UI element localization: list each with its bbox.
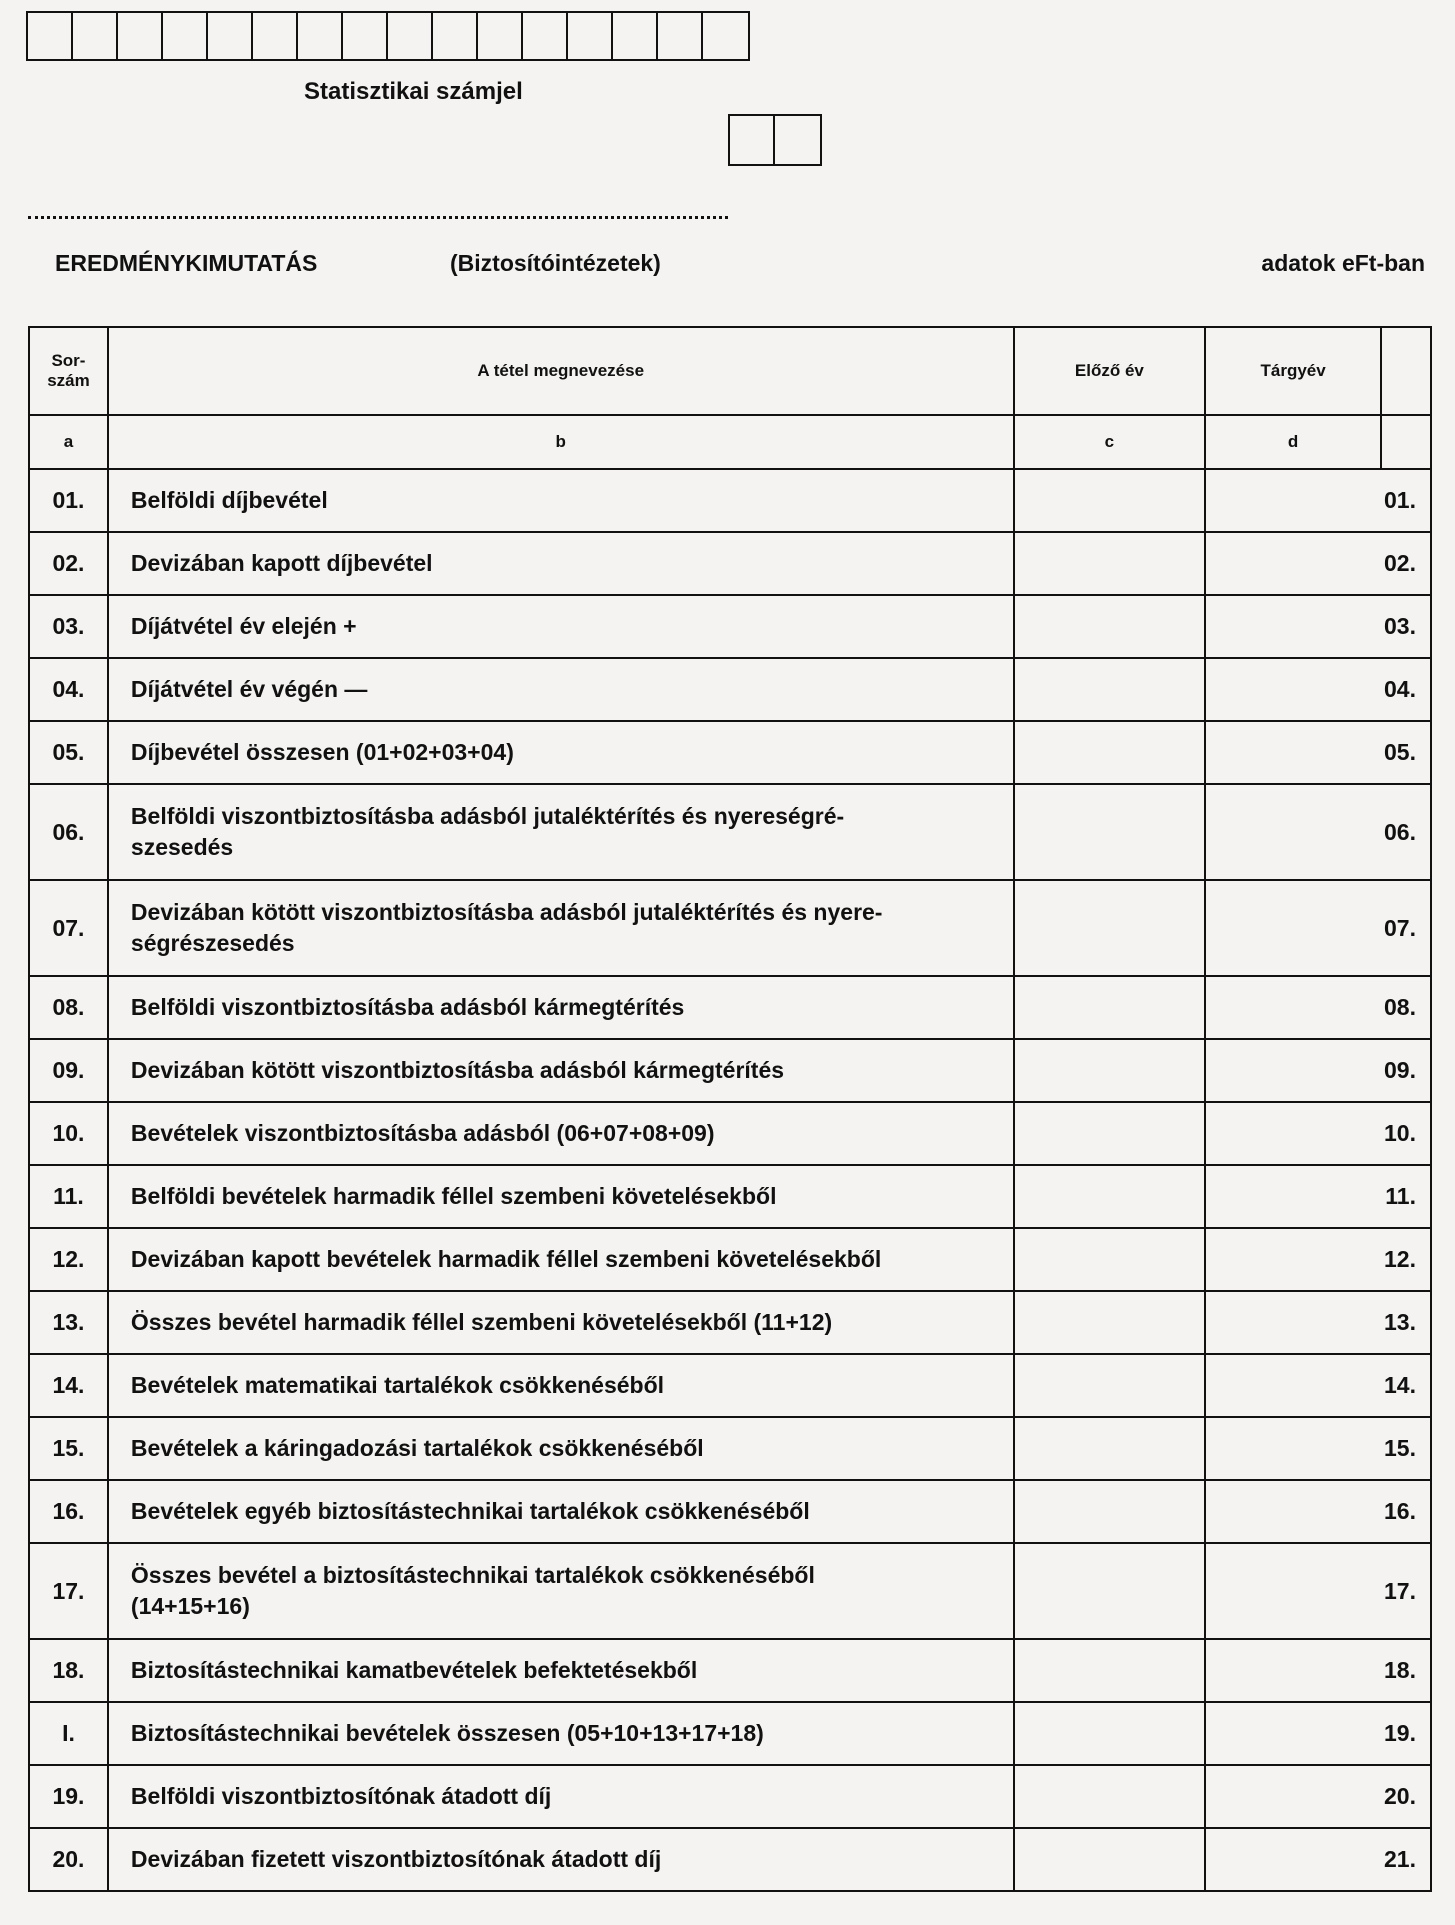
digit-box[interactable]: [388, 13, 433, 59]
row-number: 10.: [29, 1102, 108, 1165]
row-number-right: 16.: [1381, 1480, 1431, 1543]
table-row: [29, 1480, 1431, 1543]
table-row: [29, 1102, 1431, 1165]
row-label: Devizában kapott bevételek harmadik féllel szembeni követelésekből: [108, 1228, 1014, 1291]
previous-year-cell[interactable]: [1014, 1543, 1206, 1639]
current-year-cell[interactable]: [1205, 658, 1381, 721]
row-number: 07.: [29, 880, 108, 976]
row-label: Összes bevétel a biztosítástechnikai tartalékok csökkenéséből (14+15+16): [108, 1543, 1014, 1639]
row-label: Bevételek egyéb biztosítástechnikai tartalékok csökkenéséből: [108, 1480, 1014, 1543]
current-year-cell[interactable]: [1205, 1102, 1381, 1165]
row-label: Belföldi díjbevétel: [108, 469, 1014, 532]
row-label: Devizában kötött viszontbiztosításba adásból kármegtérítés: [108, 1039, 1014, 1102]
page-title: EREDMÉNYKIMUTATÁS: [55, 250, 318, 276]
row-number: 09.: [29, 1039, 108, 1102]
previous-year-cell[interactable]: [1014, 658, 1206, 721]
current-year-cell[interactable]: [1205, 1039, 1381, 1102]
row-number: 06.: [29, 784, 108, 880]
column-header-previous-year: Előző év: [1014, 327, 1206, 415]
digit-box[interactable]: [568, 13, 613, 59]
digit-box[interactable]: [208, 13, 253, 59]
digit-box[interactable]: [73, 13, 118, 59]
row-number-right: 12.: [1381, 1228, 1431, 1291]
digit-box[interactable]: [478, 13, 523, 59]
table-row: [29, 1543, 1431, 1639]
current-year-cell[interactable]: [1205, 1639, 1381, 1702]
digit-box[interactable]: [253, 13, 298, 59]
current-year-cell[interactable]: [1205, 1417, 1381, 1480]
current-year-cell[interactable]: [1205, 1354, 1381, 1417]
table-row: [29, 1828, 1431, 1891]
statistical-number-label: Statisztikai számjel: [304, 78, 523, 105]
small-code-boxes: [728, 114, 822, 166]
row-label: Devizában kapott díjbevétel: [108, 532, 1014, 595]
row-number-right: 21.: [1381, 1828, 1431, 1891]
row-number-right: 04.: [1381, 658, 1431, 721]
row-number-right: 19.: [1381, 1702, 1431, 1765]
row-number-right: 03.: [1381, 595, 1431, 658]
row-label: Díjátvétel év végén —: [108, 658, 1014, 721]
table-row: [29, 1228, 1431, 1291]
previous-year-cell[interactable]: [1014, 1228, 1206, 1291]
row-label: Devizában fizetett viszontbiztosítónak átadott díj: [108, 1828, 1014, 1891]
table-row: [29, 469, 1431, 532]
current-year-cell[interactable]: [1205, 1543, 1381, 1639]
dotted-name-line[interactable]: [28, 216, 728, 219]
row-label: Belföldi viszontbiztosításba adásból jutaléktérítés és nyereségré- szesedés: [108, 784, 1014, 880]
current-year-cell[interactable]: [1205, 1480, 1381, 1543]
previous-year-cell[interactable]: [1014, 784, 1206, 880]
previous-year-cell[interactable]: [1014, 1702, 1206, 1765]
table-row: [29, 595, 1431, 658]
row-number: 11.: [29, 1165, 108, 1228]
row-label: Díjátvétel év elején +: [108, 595, 1014, 658]
row-number-right: 08.: [1381, 976, 1431, 1039]
current-year-cell[interactable]: [1205, 595, 1381, 658]
row-number-right: 20.: [1381, 1765, 1431, 1828]
current-year-cell[interactable]: [1205, 1765, 1381, 1828]
row-label: Díjbevétel összesen (01+02+03+04): [108, 721, 1014, 784]
row-label: Belföldi viszontbiztosításba adásból kármegtérítés: [108, 976, 1014, 1039]
table-row: [29, 658, 1431, 721]
row-number: 02.: [29, 532, 108, 595]
table-row: [29, 1417, 1431, 1480]
row-number: 15.: [29, 1417, 108, 1480]
previous-year-cell[interactable]: [1014, 1639, 1206, 1702]
page-subtitle: (Biztosítóintézetek): [450, 250, 661, 276]
column-header-right: [1381, 327, 1431, 415]
digit-box[interactable]: [433, 13, 478, 59]
column-letter-c: c: [1014, 415, 1206, 469]
current-year-cell[interactable]: [1205, 1291, 1381, 1354]
row-number: 20.: [29, 1828, 108, 1891]
row-number: 08.: [29, 976, 108, 1039]
row-label: Bevételek matematikai tartalékok csökkenéséből: [108, 1354, 1014, 1417]
table-row: [29, 1291, 1431, 1354]
row-number-right: 14.: [1381, 1354, 1431, 1417]
column-letter-right: [1381, 415, 1431, 469]
row-label: Devizában kötött viszontbiztosításba adásból jutaléktérítés és nyere- ségrészesedés: [108, 880, 1014, 976]
column-header-current-year: Tárgyév: [1205, 327, 1381, 415]
row-number: 05.: [29, 721, 108, 784]
digit-box[interactable]: [298, 13, 343, 59]
digit-box[interactable]: [730, 116, 775, 164]
table-row: [29, 721, 1431, 784]
previous-year-cell[interactable]: [1014, 976, 1206, 1039]
table-row: [29, 1039, 1431, 1102]
current-year-cell[interactable]: [1205, 1228, 1381, 1291]
previous-year-cell[interactable]: [1014, 469, 1206, 532]
row-number-right: 11.: [1381, 1165, 1431, 1228]
digit-box[interactable]: [118, 13, 163, 59]
row-label: Bevételek viszontbiztosításba adásból (06+07+08+09): [108, 1102, 1014, 1165]
row-label: Biztosítástechnikai kamatbevételek befektetésekből: [108, 1639, 1014, 1702]
row-number: I.: [29, 1702, 108, 1765]
row-number-right: 07.: [1381, 880, 1431, 976]
row-number-right: 09.: [1381, 1039, 1431, 1102]
current-year-cell[interactable]: [1205, 784, 1381, 880]
row-label: Összes bevétel harmadik féllel szembeni követelésekből (11+12): [108, 1291, 1014, 1354]
current-year-cell[interactable]: [1205, 1702, 1381, 1765]
row-number-right: 10.: [1381, 1102, 1431, 1165]
table-row: [29, 1765, 1431, 1828]
table-row: [29, 976, 1431, 1039]
table-row: [29, 880, 1431, 976]
previous-year-cell[interactable]: [1014, 1480, 1206, 1543]
current-year-cell[interactable]: [1205, 469, 1381, 532]
income-statement-table: [28, 326, 1432, 1892]
column-letter-d: d: [1205, 415, 1381, 469]
statistical-number-boxes: [26, 11, 750, 61]
current-year-cell[interactable]: [1205, 1828, 1381, 1891]
table-row: [29, 1702, 1431, 1765]
previous-year-cell[interactable]: [1014, 880, 1206, 976]
previous-year-cell[interactable]: [1014, 1291, 1206, 1354]
digit-box[interactable]: [775, 116, 820, 164]
row-label: Belföldi bevételek harmadik féllel szembeni követelésekből: [108, 1165, 1014, 1228]
row-number-right: 01.: [1381, 469, 1431, 532]
digit-box[interactable]: [523, 13, 568, 59]
previous-year-cell[interactable]: [1014, 1417, 1206, 1480]
row-number-right: 18.: [1381, 1639, 1431, 1702]
digit-box[interactable]: [613, 13, 658, 59]
row-number-right: 15.: [1381, 1417, 1431, 1480]
row-number: 17.: [29, 1543, 108, 1639]
row-number-right: 05.: [1381, 721, 1431, 784]
row-number: 18.: [29, 1639, 108, 1702]
digit-box[interactable]: [163, 13, 208, 59]
table-row: [29, 1165, 1431, 1228]
row-number-right: 06.: [1381, 784, 1431, 880]
row-number: 13.: [29, 1291, 108, 1354]
digit-box[interactable]: [658, 13, 703, 59]
table-row: [29, 784, 1431, 880]
current-year-cell[interactable]: [1205, 532, 1381, 595]
previous-year-cell[interactable]: [1014, 1354, 1206, 1417]
table-row: [29, 1354, 1431, 1417]
row-label: Belföldi viszontbiztosítónak átadott díj: [108, 1765, 1014, 1828]
previous-year-cell[interactable]: [1014, 595, 1206, 658]
row-label: Bevételek a káringadozási tartalékok csökkenéséből: [108, 1417, 1014, 1480]
previous-year-cell[interactable]: [1014, 1039, 1206, 1102]
row-number: 04.: [29, 658, 108, 721]
previous-year-cell[interactable]: [1014, 721, 1206, 784]
row-number: 12.: [29, 1228, 108, 1291]
row-number: 14.: [29, 1354, 108, 1417]
column-header-name: A tétel megnevezése: [108, 327, 1014, 415]
row-number-right: 02.: [1381, 532, 1431, 595]
current-year-cell[interactable]: [1205, 1165, 1381, 1228]
row-number: 19.: [29, 1765, 108, 1828]
previous-year-cell[interactable]: [1014, 1102, 1206, 1165]
previous-year-cell[interactable]: [1014, 1765, 1206, 1828]
row-number: 01.: [29, 469, 108, 532]
current-year-cell[interactable]: [1205, 880, 1381, 976]
digit-box[interactable]: [703, 13, 748, 59]
row-label: Biztosítástechnikai bevételek összesen (05+10+13+17+18): [108, 1702, 1014, 1765]
current-year-cell[interactable]: [1205, 976, 1381, 1039]
previous-year-cell[interactable]: [1014, 532, 1206, 595]
previous-year-cell[interactable]: [1014, 1828, 1206, 1891]
current-year-cell[interactable]: [1205, 721, 1381, 784]
digit-box[interactable]: [28, 13, 73, 59]
row-number-right: 17.: [1381, 1543, 1431, 1639]
column-letter-a: a: [29, 415, 108, 469]
column-header-number: Sor- szám: [29, 327, 108, 415]
previous-year-cell[interactable]: [1014, 1165, 1206, 1228]
row-number: 03.: [29, 595, 108, 658]
column-letter-b: b: [108, 415, 1014, 469]
table-row: [29, 532, 1431, 595]
table-row: [29, 1639, 1431, 1702]
row-number-right: 13.: [1381, 1291, 1431, 1354]
digit-box[interactable]: [343, 13, 388, 59]
unit-label: adatok eFt-ban: [1261, 250, 1425, 276]
row-number: 16.: [29, 1480, 108, 1543]
